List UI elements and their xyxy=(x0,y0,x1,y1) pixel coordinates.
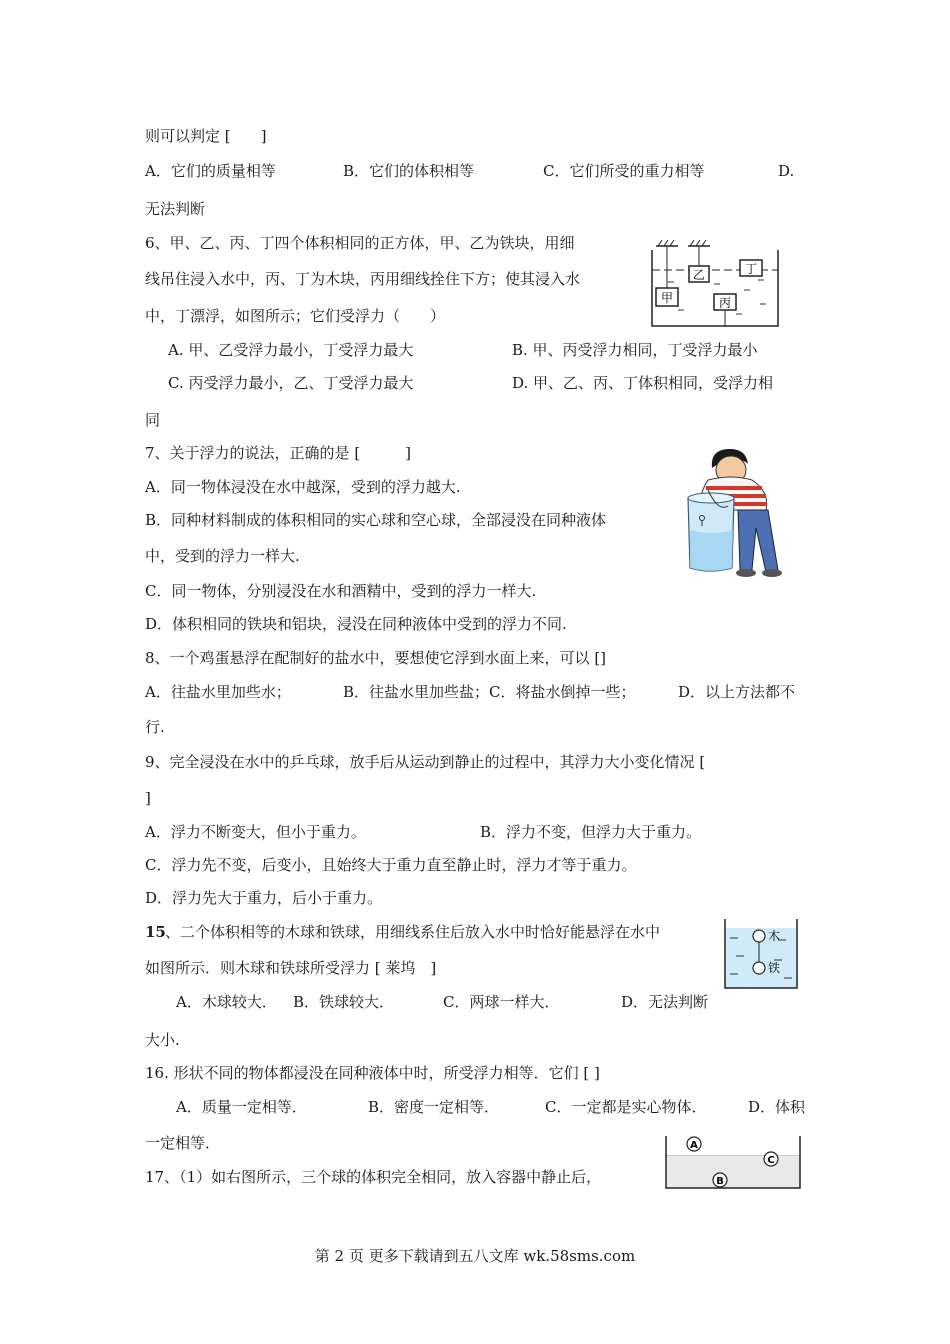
text-line: 9、完全浸没在水中的乒乓球，放手后从运动到静止的过程中，其浮力大小变化情况 [ xyxy=(145,753,706,771)
option-d: D．体积 xyxy=(748,1098,806,1116)
option-b: B．往盐水里加些盐；C．将盐水倒掉一些； xyxy=(343,683,636,701)
option-a: A．同一物体浸没在水中越深，受到的浮力越大. xyxy=(145,478,461,496)
option-b: B．同种材料制成的体积相同的实心球和空心球，全部浸没在同种液体 xyxy=(145,511,607,529)
three-balls-container-figure xyxy=(662,1132,804,1192)
option-a: A．浮力不断变大，但小于重力。 xyxy=(145,823,366,841)
block-jia-label: 甲 xyxy=(660,291,674,305)
option-b: B．铁球较大． xyxy=(293,993,395,1011)
iron-ball xyxy=(753,962,765,974)
option-c: C．一定都是实心物体． xyxy=(545,1098,707,1116)
text-line: ] xyxy=(145,789,151,807)
option-b: B．密度一定相等． xyxy=(368,1098,500,1116)
option-b: B．浮力不变，但浮力大于重力。 xyxy=(480,823,702,841)
block-yi-label: 乙 xyxy=(692,268,706,282)
option-a: A．木球较大． xyxy=(176,993,277,1011)
option-a: A．往盐水里加些水； xyxy=(145,683,291,701)
option-b: B. 甲、丙受浮力相同，丁受浮力最小 xyxy=(512,341,758,359)
text-line: 17、（1）如右图所示，三个球的体积完全相同，放入容器中静止后， xyxy=(145,1168,602,1186)
option-c: C．同一物体，分别浸没在水和酒精中，受到的浮力一样大. xyxy=(145,582,537,600)
text-line: 线吊住浸入水中，丙、丁为木块，丙用细线拴住下方；使其浸入水 xyxy=(145,270,581,288)
question-number: 15 xyxy=(145,923,166,941)
ball-b-label: B xyxy=(716,1176,724,1187)
option-d: D．浮力先大于重力，后小于重力。 xyxy=(145,889,383,907)
option-a: A. 甲、乙受浮力最小，丁受浮力最大 xyxy=(168,341,414,359)
ball-c-label: C xyxy=(767,1155,775,1166)
option-d: D. 甲、乙、丙、丁体积相同，受浮力相 xyxy=(512,374,774,392)
option-d: D. xyxy=(778,162,795,180)
block-ding-label: 丁 xyxy=(744,262,758,276)
cubes-in-water-figure xyxy=(648,238,783,330)
wood-iron-balls-figure xyxy=(722,916,800,992)
wood-label: 木 xyxy=(768,929,781,943)
text-line: 中，丁漂浮，如图所示；它们受浮力（ ） xyxy=(145,307,446,325)
text-line: 8、一个鸡蛋悬浮在配制好的盐水中，要想使它浮到水面上来，可以 [] xyxy=(145,649,607,667)
text-line: 则可以判定 [ ] xyxy=(145,127,267,145)
option-c: C．浮力先不变，后变小，且始终大于重力直至静止时，浮力才等于重力。 xyxy=(145,856,637,874)
boy-with-bucket-illustration xyxy=(678,446,796,578)
text-line: 无法判断 xyxy=(145,200,206,218)
option-d: D．无法判断 xyxy=(621,993,709,1011)
text-line: 、二个体积相等的木球和铁球，用细线系住后放入水中时恰好能悬浮在水中 xyxy=(165,923,661,941)
iron-label: 铁 xyxy=(768,961,781,975)
option-b: B．它们的体积相等 xyxy=(343,162,475,180)
text-line: 大小. xyxy=(145,1031,180,1049)
option-c: C．两球一样大． xyxy=(443,993,560,1011)
text-line: 6、甲、乙、丙、丁四个体积相同的正方体，甲、乙为铁块，用细 xyxy=(145,234,575,252)
text-line: 行. xyxy=(145,718,165,736)
text-line: 7、关于浮力的说法，正确的是 [ ] xyxy=(145,444,412,462)
option-d: D．体积相同的铁块和铝块，浸没在同种液体中受到的浮力不同. xyxy=(145,615,567,633)
text-line: 同 xyxy=(145,411,161,429)
text-line: 一定相等． xyxy=(145,1134,221,1152)
ball-a-label: A xyxy=(690,1140,698,1151)
option-a: A．质量一定相等． xyxy=(176,1098,307,1116)
option-d: D．以上方法都不 xyxy=(678,683,796,701)
option-c: C. 丙受浮力最小，乙、丁受浮力最大 xyxy=(168,374,414,392)
text-line: 如图所示．则木球和铁球所受浮力 [ 莱坞 ] xyxy=(145,959,437,977)
page-footer: 第 2 页 更多下载请到五八文库 wk.58sms.com xyxy=(314,1247,636,1265)
block-bing-label: 丙 xyxy=(718,296,732,310)
text-line: 中，受到的浮力一样大. xyxy=(145,547,300,565)
text-line: 16. 形状不同的物体都浸没在同种液体中时，所受浮力相等．它们 [ ] xyxy=(145,1064,600,1082)
wood-ball xyxy=(753,930,765,942)
option-a: A．它们的质量相等 xyxy=(145,162,276,180)
option-c: C．它们所受的重力相等 xyxy=(543,162,705,180)
